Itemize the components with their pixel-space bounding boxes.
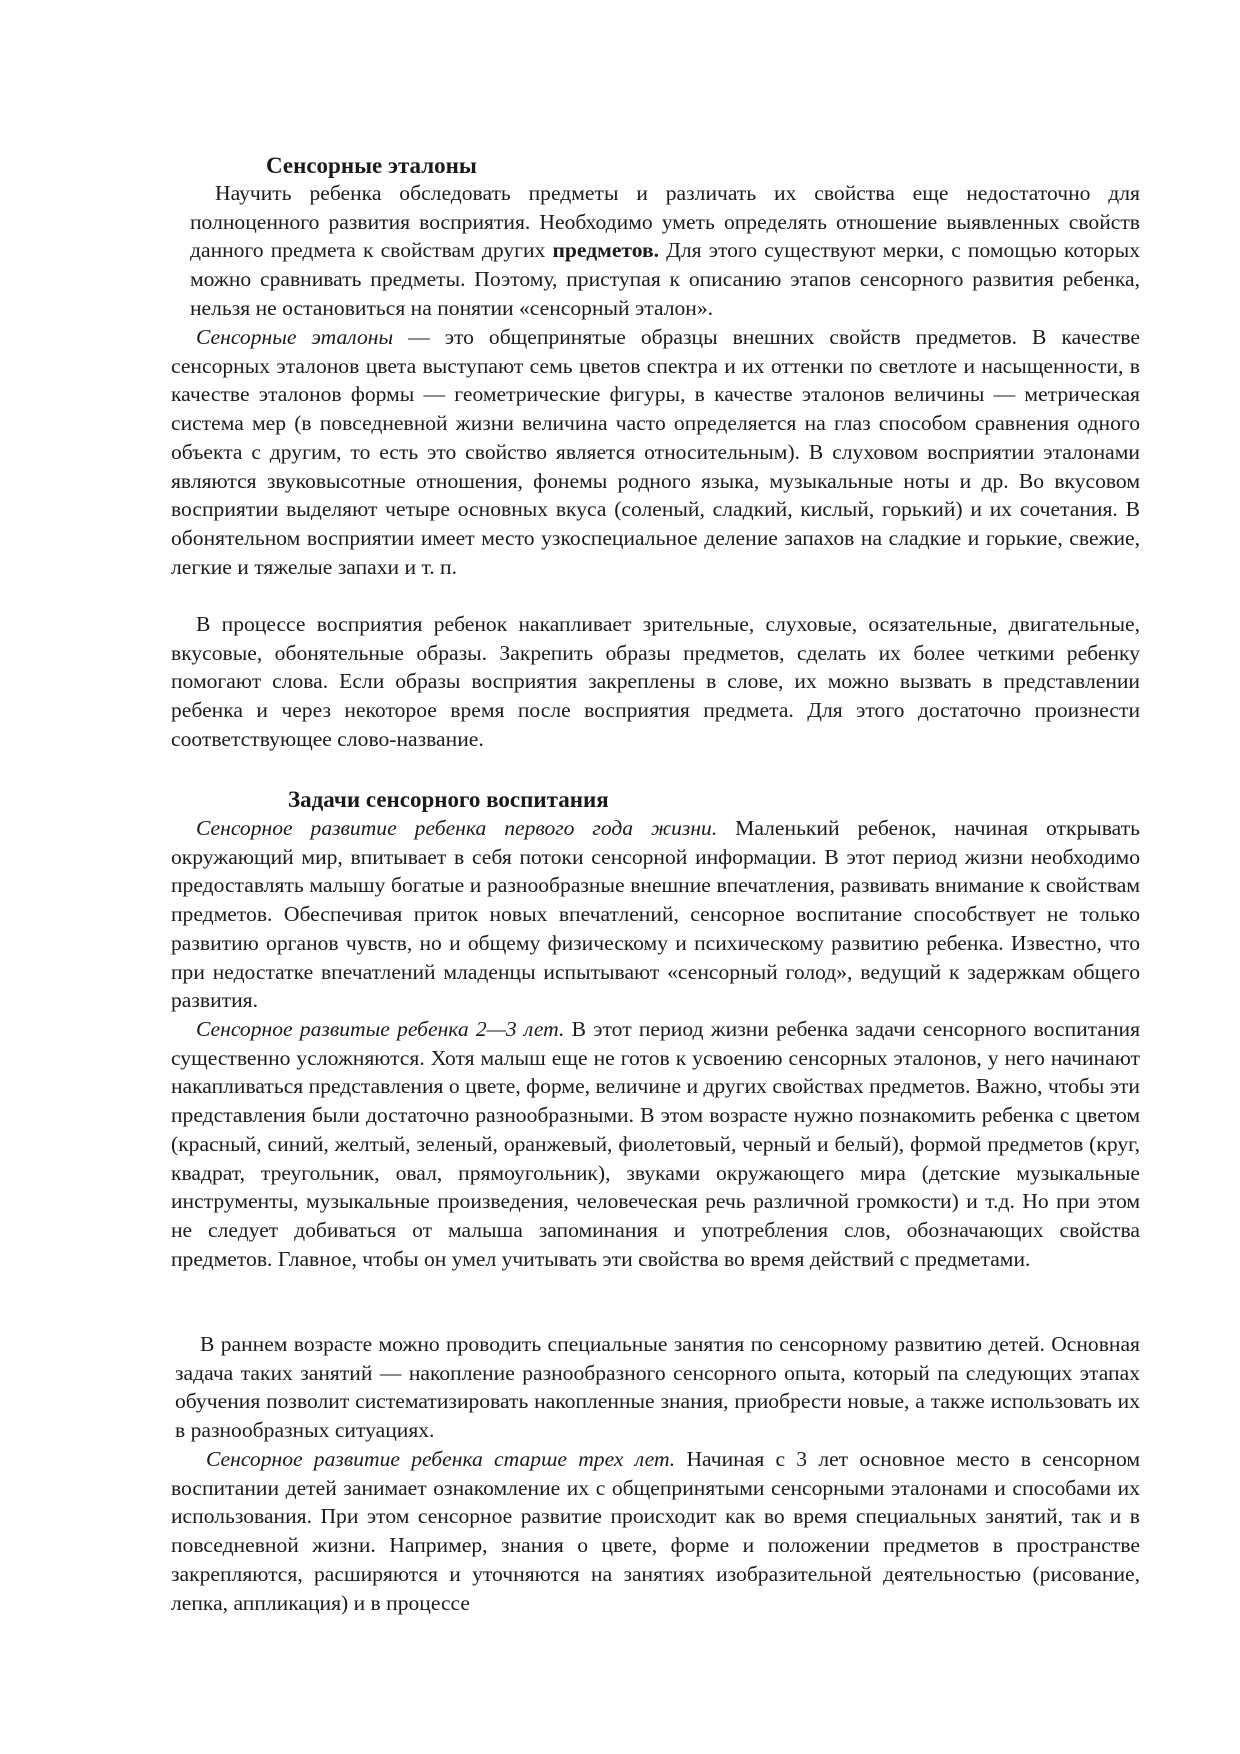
paragraph-text: В этот период жизни ребенка задачи сенсорного воспитания существенно усложняются. Хотя малыш еще не готов к усвоению сенсорных эталонов, у него начинают накапливаться представления о цвете, форме, величине и других свойствах предметов. Важно, чтобы эти представления были достаточно разнообразными. В этом возрасте нужно познакомить ребенка с цветом (красный, синий, желтый, зеленый, оранжевый, фиолетовый, черный и белый), формой предметов (круг, квадрат, треугольник, овал, прямоугольник), звуками окружающего мира (детские музыкальные инструменты, музыкальные произведения, человеческая речь различной громкости) и т.д. Но при этом не следует добиваться от малыша запоминания и употребления слов, обозначающих свойства предметов. Главное, чтобы он умел учитывать эти свойства во время действий с предметами.	[171, 1017, 1141, 1271]
paragraph-perception-images	[171, 610, 1140, 754]
italic-term: Сенсорные эталоны	[196, 325, 394, 349]
section-title-sensory-education-tasks: Задачи сенсорного воспитания	[288, 787, 609, 812]
paragraph-older-than-three	[171, 1445, 1140, 1617]
paragraph-text: В процессе восприятия ребенок накапливает зрительные, слуховые, осязательные, двигательные, вкусовые, обонятельные образы. Закрепить образы предметов, сделать их более четкими ребенку помогают слова. Если образы восприятия закреплены в слове, их можно вызвать в представлении ребенка и через некоторое время после восприятия предмета. Для этого достаточно произнести соответствующее слово-название.	[171, 612, 1140, 751]
section-title-sensory-standards: Сенсорные эталоны	[266, 153, 477, 178]
paragraph-early-age-lessons	[175, 1330, 1140, 1445]
paragraph-sensory-standards-definition	[171, 323, 1140, 581]
italic-term: Сенсорное развитие ребенка старше трех лет.	[206, 1447, 676, 1471]
paragraph-sensory-intro	[190, 179, 1140, 323]
paragraph-two-three-years	[171, 1015, 1140, 1273]
italic-term: Сенсорное развитые ребенка 2—3 лет.	[196, 1017, 565, 1041]
italic-term: Сенсорное развитие ребенка первого года жизни.	[196, 816, 718, 840]
paragraph-first-year	[171, 814, 1140, 1015]
paragraph-text: Для этого существуют мерки, с помощью которых можно сравнивать предметы. Поэтому, приступая к описанию этапов сенсорного развития ребенка, нельзя не остановиться на понятии «сенсорный эталон».	[190, 238, 1140, 320]
paragraph-text: Начиная с 3 лет основное место в сенсорном воспитании детей занимает ознакомление их с общепринятыми сенсорными эталонами и способами их использования. При этом сенсорное развитие происходит как во время специальных занятий, так и в повседневной жизни. Например, знания о цвете, форме и положении предметов в пространстве закрепляются, расширяются и уточняются на занятиях изобразительной деятельностью (рисование, лепка, аппликация) и в процессе	[171, 1447, 1140, 1615]
paragraph-text: В раннем возрасте можно проводить специальные занятия по сенсорному развитию детей. Основная задача таких занятий — накопление разнообразного сенсорного опыта, который па следующих этапах обучения позволит систематизировать накопленные знания, приобрести новые, а также использовать их в разнообразных ситуациях.	[175, 1332, 1140, 1443]
bold-term: предметов.	[552, 238, 660, 263]
paragraph-text: — это общепринятые образцы внешних свойств предметов. В качестве сенсорных эталонов цвета выступают семь цветов спектра и их оттенки по светлоте и насыщенности, в качестве эталонов формы — геометрические фигуры, в качестве эталонов величины — метрическая система мер (в повседневной жизни величина часто определяется на глаз способом сравнения одного объекта с другим, то есть это свойство является относительным). В слуховом восприятии эталонами являются звуковысотные отношения, фонемы родного языка, музыкальные ноты и др. Во вкусовом восприятии выделяют четыре основных вкуса (соленый, сладкий, кислый, горький) и их сочетания. В обонятельном восприятии имеет место узкоспециальное деление запахов на сладкие и горькие, свежие, легкие и тяжелые запахи и т. п.	[171, 325, 1140, 579]
paragraph-text: Научить ребенка обследовать предметы и различать их свойства еще недостаточно для полноценного развития восприятия. Необходимо уметь определять отношение выявленных свойств данного предмета к свойствам других	[190, 181, 1140, 263]
paragraph-text: Маленький ребенок, начиная открывать окружающий мир, впитывает в себя потоки сенсорной информации. В этот период жизни необходимо предоставлять малышу богатые и разнообразные внешние впечатления, развивать внимание к свойствам предметов. Обеспечивая приток новых впечатлений, сенсорное воспитание способствует не только развитию органов чувств, но и общему физическому и психическому развитию ребенка. Известно, что при недостатке впечатлений младенцы испытывают «сенсорный голод», ведущий к задержкам общего развития.	[171, 816, 1140, 1013]
